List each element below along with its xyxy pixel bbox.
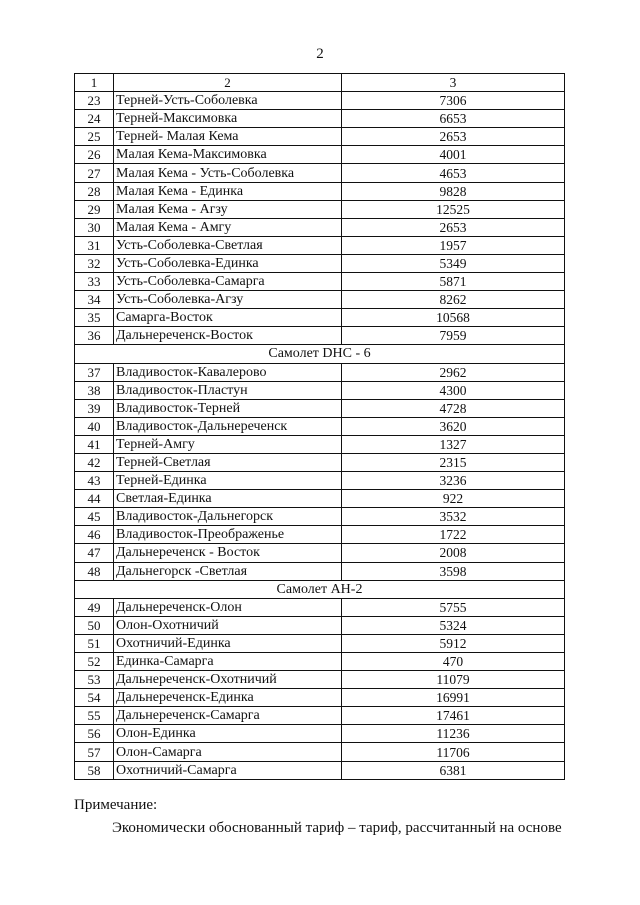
tariff-value-cell: 4300	[342, 381, 565, 399]
table-row	[75, 417, 565, 435]
route-cell: Владивосток-Кавалерово	[114, 363, 342, 381]
table-row	[75, 689, 565, 707]
section-title: Самолет АН-2	[75, 580, 565, 598]
table-row	[75, 291, 565, 309]
row-number-cell: 41	[75, 435, 114, 453]
tariff-value-cell: 4001	[342, 146, 565, 164]
route-cell: Самарга-Восток	[114, 309, 342, 327]
tariff-table	[74, 73, 565, 780]
table-row	[75, 254, 565, 272]
row-number-cell: 43	[75, 472, 114, 490]
table-row	[75, 653, 565, 671]
route-cell: Терней-Амгу	[114, 435, 342, 453]
table-row	[75, 381, 565, 399]
row-number-cell: 51	[75, 634, 114, 652]
tariff-value-cell: 1957	[342, 236, 565, 254]
row-number-cell: 26	[75, 146, 114, 164]
table-row	[75, 218, 565, 236]
table-row	[75, 634, 565, 652]
table-row	[75, 490, 565, 508]
tariff-value-cell: 5871	[342, 273, 565, 291]
row-number-cell: 58	[75, 761, 114, 779]
table-row	[75, 508, 565, 526]
table-row	[75, 273, 565, 291]
table-row	[75, 128, 565, 146]
tariff-value-cell: 8262	[342, 291, 565, 309]
tariff-value-cell: 5912	[342, 634, 565, 652]
table-row	[75, 453, 565, 471]
header-cell-number: 1	[75, 74, 114, 92]
tariff-value-cell: 3532	[342, 508, 565, 526]
route-cell: Дальнегорск -Светлая	[114, 562, 342, 580]
tariff-value-cell: 1327	[342, 435, 565, 453]
section-header-row	[75, 580, 565, 598]
row-number-cell: 48	[75, 562, 114, 580]
tariff-value-cell: 4728	[342, 399, 565, 417]
row-number-cell: 40	[75, 417, 114, 435]
route-cell: Малая Кема - Единка	[114, 182, 342, 200]
table-row	[75, 616, 565, 634]
row-number-cell: 25	[75, 128, 114, 146]
table-row	[75, 435, 565, 453]
row-number-cell: 55	[75, 707, 114, 725]
row-number-cell: 36	[75, 327, 114, 345]
section-title: Самолет DHC - 6	[75, 345, 565, 363]
row-number-cell: 42	[75, 453, 114, 471]
row-number-cell: 30	[75, 218, 114, 236]
table-row	[75, 327, 565, 345]
table-row	[75, 182, 565, 200]
tariff-value-cell: 2008	[342, 544, 565, 562]
table-row	[75, 146, 565, 164]
row-number-cell: 29	[75, 200, 114, 218]
row-number-cell: 39	[75, 399, 114, 417]
route-cell: Дальнереченск-Самарга	[114, 707, 342, 725]
tariff-value-cell: 11236	[342, 725, 565, 743]
route-cell: Терней-Максимовка	[114, 110, 342, 128]
tariff-value-cell: 2653	[342, 218, 565, 236]
table-row	[75, 526, 565, 544]
route-cell: Усть-Соболевка-Самарга	[114, 273, 342, 291]
route-cell: Дальнереченск-Охотничий	[114, 671, 342, 689]
row-number-cell: 27	[75, 164, 114, 182]
row-number-cell: 33	[75, 273, 114, 291]
tariff-value-cell: 1722	[342, 526, 565, 544]
tariff-value-cell: 17461	[342, 707, 565, 725]
route-cell: Дальнереченск-Единка	[114, 689, 342, 707]
tariff-value-cell: 10568	[342, 309, 565, 327]
table-row	[75, 743, 565, 761]
route-cell: Усть-Соболевка-Светлая	[114, 236, 342, 254]
row-number-cell: 53	[75, 671, 114, 689]
row-number-cell: 24	[75, 110, 114, 128]
route-cell: Малая Кема-Максимовка	[114, 146, 342, 164]
row-number-cell: 32	[75, 254, 114, 272]
header-cell-route: 2	[114, 74, 342, 92]
row-number-cell: 37	[75, 363, 114, 381]
tariff-value-cell: 3598	[342, 562, 565, 580]
route-cell: Малая Кема - Агзу	[114, 200, 342, 218]
tariff-value-cell: 16991	[342, 689, 565, 707]
route-cell: Усть-Соболевка-Агзу	[114, 291, 342, 309]
tariff-value-cell: 5324	[342, 616, 565, 634]
row-number-cell: 31	[75, 236, 114, 254]
row-number-cell: 49	[75, 598, 114, 616]
route-cell: Владивосток-Терней	[114, 399, 342, 417]
tariff-value-cell: 470	[342, 653, 565, 671]
table-row	[75, 110, 565, 128]
route-cell: Охотничий-Единка	[114, 634, 342, 652]
table-row	[75, 363, 565, 381]
tariff-value-cell: 11079	[342, 671, 565, 689]
header-cell-value: 3	[342, 74, 565, 92]
route-cell: Владивосток-Дальнереченск	[114, 417, 342, 435]
tariff-value-cell: 2962	[342, 363, 565, 381]
row-number-cell: 35	[75, 309, 114, 327]
row-number-cell: 56	[75, 725, 114, 743]
table-row	[75, 164, 565, 182]
route-cell: Владивосток-Дальнегорск	[114, 508, 342, 526]
row-number-cell: 47	[75, 544, 114, 562]
route-cell: Усть-Соболевка-Единка	[114, 254, 342, 272]
table-row	[75, 236, 565, 254]
table-row	[75, 544, 565, 562]
route-cell: Малая Кема - Усть-Соболевка	[114, 164, 342, 182]
route-cell: Дальнереченск-Олон	[114, 598, 342, 616]
table-header-row	[75, 74, 565, 92]
route-cell: Малая Кема - Амгу	[114, 218, 342, 236]
page-number: 2	[316, 46, 324, 62]
row-number-cell: 44	[75, 490, 114, 508]
note-title: Примечание:	[74, 797, 158, 813]
row-number-cell: 57	[75, 743, 114, 761]
tariff-value-cell: 6653	[342, 110, 565, 128]
table-row	[75, 200, 565, 218]
route-cell: Светлая-Единка	[114, 490, 342, 508]
section-header-row	[75, 345, 565, 363]
row-number-cell: 23	[75, 92, 114, 110]
table-row	[75, 472, 565, 490]
row-number-cell: 54	[75, 689, 114, 707]
tariff-value-cell: 7959	[342, 327, 565, 345]
route-cell: Олон-Единка	[114, 725, 342, 743]
note-text: Экономически обоснованный тариф – тариф, рассчитанный на основе	[112, 820, 562, 836]
table-row	[75, 399, 565, 417]
tariff-value-cell: 3236	[342, 472, 565, 490]
tariff-value-cell: 7306	[342, 92, 565, 110]
route-cell: Терней-Единка	[114, 472, 342, 490]
row-number-cell: 45	[75, 508, 114, 526]
route-cell: Олон-Охотничий	[114, 616, 342, 634]
tariff-value-cell: 5349	[342, 254, 565, 272]
row-number-cell: 46	[75, 526, 114, 544]
table-body	[75, 74, 565, 780]
table-row	[75, 707, 565, 725]
tariff-value-cell: 2653	[342, 128, 565, 146]
route-cell: Дальнереченск - Восток	[114, 544, 342, 562]
row-number-cell: 38	[75, 381, 114, 399]
table-row	[75, 92, 565, 110]
route-cell: Владивосток-Пластун	[114, 381, 342, 399]
route-cell: Охотничий-Самарга	[114, 761, 342, 779]
route-cell: Единка-Самарга	[114, 653, 342, 671]
tariff-value-cell: 2315	[342, 453, 565, 471]
row-number-cell: 34	[75, 291, 114, 309]
table-row	[75, 671, 565, 689]
tariff-value-cell: 12525	[342, 200, 565, 218]
row-number-cell: 50	[75, 616, 114, 634]
table-row	[75, 562, 565, 580]
route-cell: Терней- Малая Кема	[114, 128, 342, 146]
tariff-value-cell: 5755	[342, 598, 565, 616]
tariff-value-cell: 9828	[342, 182, 565, 200]
tariff-value-cell: 11706	[342, 743, 565, 761]
route-cell: Терней-Усть-Соболевка	[114, 92, 342, 110]
table-row	[75, 761, 565, 779]
route-cell: Терней-Светлая	[114, 453, 342, 471]
route-cell: Владивосток-Преображенье	[114, 526, 342, 544]
row-number-cell: 28	[75, 182, 114, 200]
tariff-value-cell: 3620	[342, 417, 565, 435]
route-cell: Дальнереченск-Восток	[114, 327, 342, 345]
table-row	[75, 598, 565, 616]
table-row	[75, 309, 565, 327]
row-number-cell: 52	[75, 653, 114, 671]
tariff-value-cell: 6381	[342, 761, 565, 779]
tariff-value-cell: 922	[342, 490, 565, 508]
table-row	[75, 725, 565, 743]
route-cell: Олон-Самарга	[114, 743, 342, 761]
tariff-value-cell: 4653	[342, 164, 565, 182]
